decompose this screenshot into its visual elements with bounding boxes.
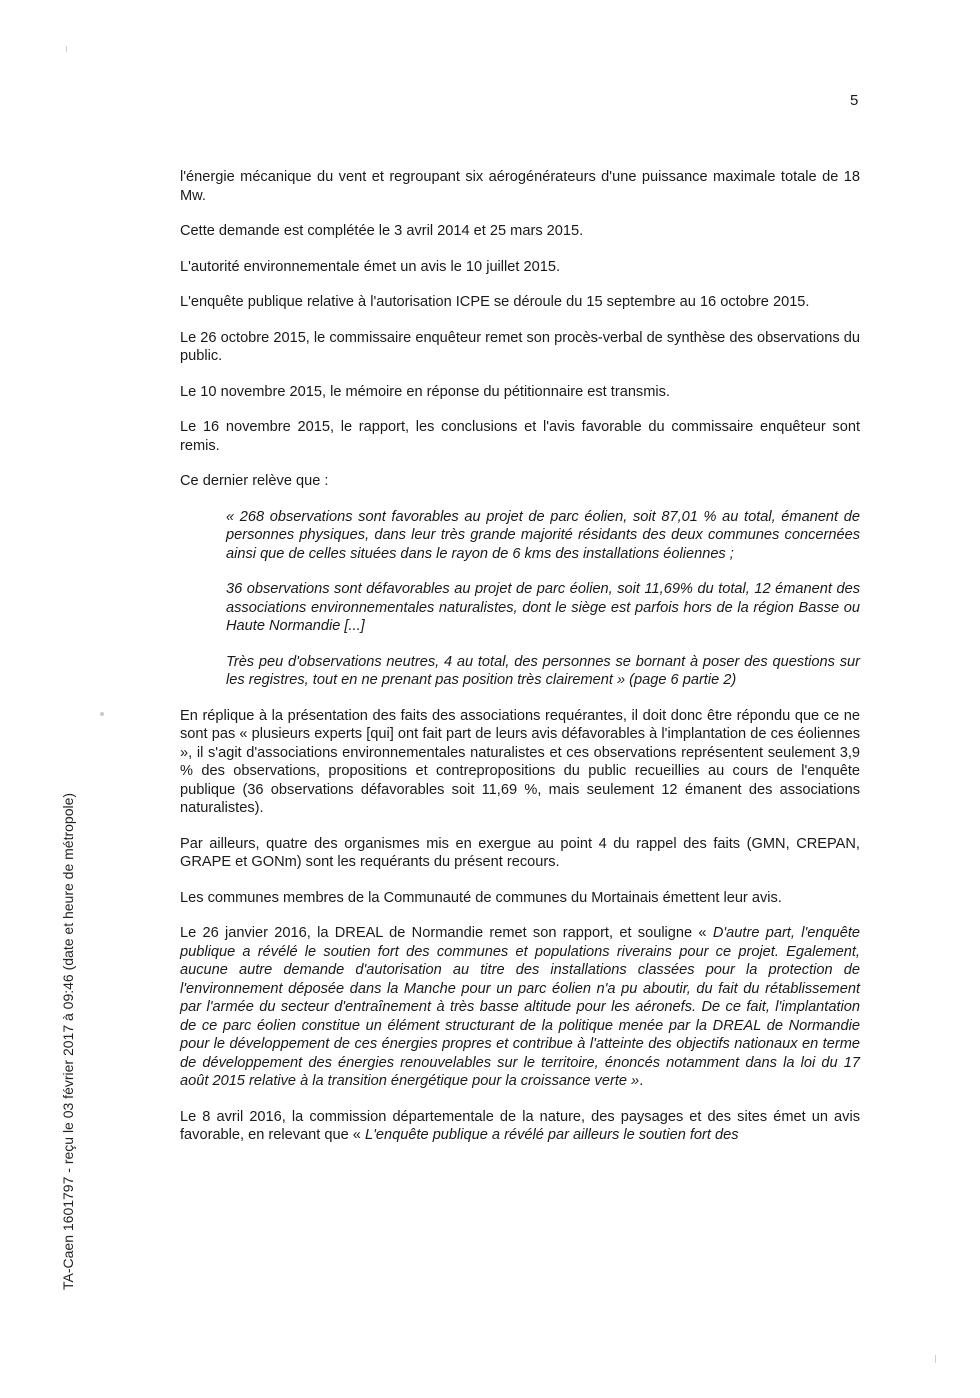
paragraph: Le 26 octobre 2015, le commissaire enquêteur remet son procès-verbal de synthèse des observations du public. — [180, 329, 860, 364]
quoted-text: D'autre part, l'enquête publique a révélé le soutien fort des communes et populations riverains pour ce projet. Egalement, aucune autre demande d'autorisation au titre des installations classées pour la protection de l'environnement déposée dans la Manche pour un parc éolien n'a pu aboutir, du fait du rétablissement par l'armée du secteur d'entraînement à très basse altitude pour les aéronefs. De ce fait, l'implantation de ce parc éolien constitue un élément structurant de la politique menée par la DREAL de Normandie pour le développement de ces énergies propres et contribue à l'atteinte des objectifs nationaux en terme de développement des énergies renouvelables sur le territoire, énoncés notamment dans la loi du 17 août 2015 relative à la transition énergétique pour la croissance verte » — [180, 925, 860, 1089]
quote-paragraph: 36 observations sont défavorables au projet de parc éolien, soit 11,69% du total, 12 émanent des associations environnementales naturalistes, dont le siège est parfois hors de la région Basse ou Haute Normandie [...] — [226, 581, 860, 634]
quoted-text: L'enquête publique a révélé par ailleurs le soutien fort des — [364, 1127, 739, 1143]
paragraph-intro: Le 26 janvier 2016, la DREAL de Normandie remet son rapport, et souligne « — [180, 925, 713, 941]
paragraph: Le 16 novembre 2015, le rapport, les conclusions et l'avis favorable du commissaire enquêteur sont remis. — [180, 419, 860, 454]
paragraph-cdnps — [180, 1108, 860, 1145]
page-number: 5 — [850, 92, 859, 109]
quote-paragraph: « 268 observations sont favorables au projet de parc éolien, soit 87,01 % au total, émanent de personnes physiques, dans leur très grande majorité résidants des deux communes concernées ainsi que de celles situées dans le rayon de 6 kms des installations éoliennes ; — [226, 508, 860, 562]
paragraph-intro: Le 8 avril 2016, la commission départementale de la nature, des paysages et des sites émet un avis favorable, en relevant que « — [180, 1108, 860, 1143]
paragraph: Ce dernier relève que : — [180, 473, 329, 489]
paragraph: Le 10 novembre 2015, le mémoire en réponse du pétitionnaire est transmis. — [180, 383, 670, 400]
paragraph: L'autorité environnementale émet un avis le 10 juillet 2015. — [180, 258, 561, 275]
paragraph: En réplique à la présentation des faits des associations requérantes, il doit donc être répondu que ce ne sont pas « plusieurs experts [qui] ont fait part de leurs avis défavorables à l'implantation de ces éoliennes », il s'agit d'associations environnementales naturalistes et ces observations représentent seulement 3,9 % des observations, propositions et contrepropositions du public recueillies au cours de l'enquête publique (36 observations défavorables soit 11,69 %, mais seulement 12 émanent des associations naturalistes). — [180, 707, 860, 816]
paragraph: Par ailleurs, quatre des organismes mis en exergue au point 4 du rappel des faits (GMN, CREPAN, GRAPE et GONm) sont les requérants du présent recours. — [180, 835, 860, 870]
quote-paragraph: Très peu d'observations neutres, 4 au total, des personnes se bornant à poser des questions sur les registres, tout en ne prenant pas position très clairement » (page 6 partie 2) — [226, 653, 860, 688]
scan-mark-top — [66, 46, 67, 52]
paragraph: Cette demande est complétée le 3 avril 2014 et 25 mars 2015. — [180, 223, 584, 239]
paragraph: Les communes membres de la Communauté de communes du Mortainais émettent leur avis. — [180, 889, 782, 906]
scan-speck — [100, 712, 104, 716]
scan-mark-bottom — [935, 1355, 936, 1363]
margin-stamp: TA-Caen 1601797 - reçu le 03 février 2017 à 09:46 (date et heure de métropole) — [60, 792, 76, 1290]
document-body — [180, 168, 860, 1162]
paragraph-dreal — [180, 924, 860, 1091]
paragraph: L'enquête publique relative à l'autorisation ICPE se déroule du 15 septembre au 16 octobre 2015. — [180, 294, 810, 310]
paragraph-end: . — [639, 1073, 644, 1089]
paragraph: l'énergie mécanique du vent et regroupant six aérogénérateurs d'une puissance maximale totale de 18 Mw. — [180, 169, 860, 204]
